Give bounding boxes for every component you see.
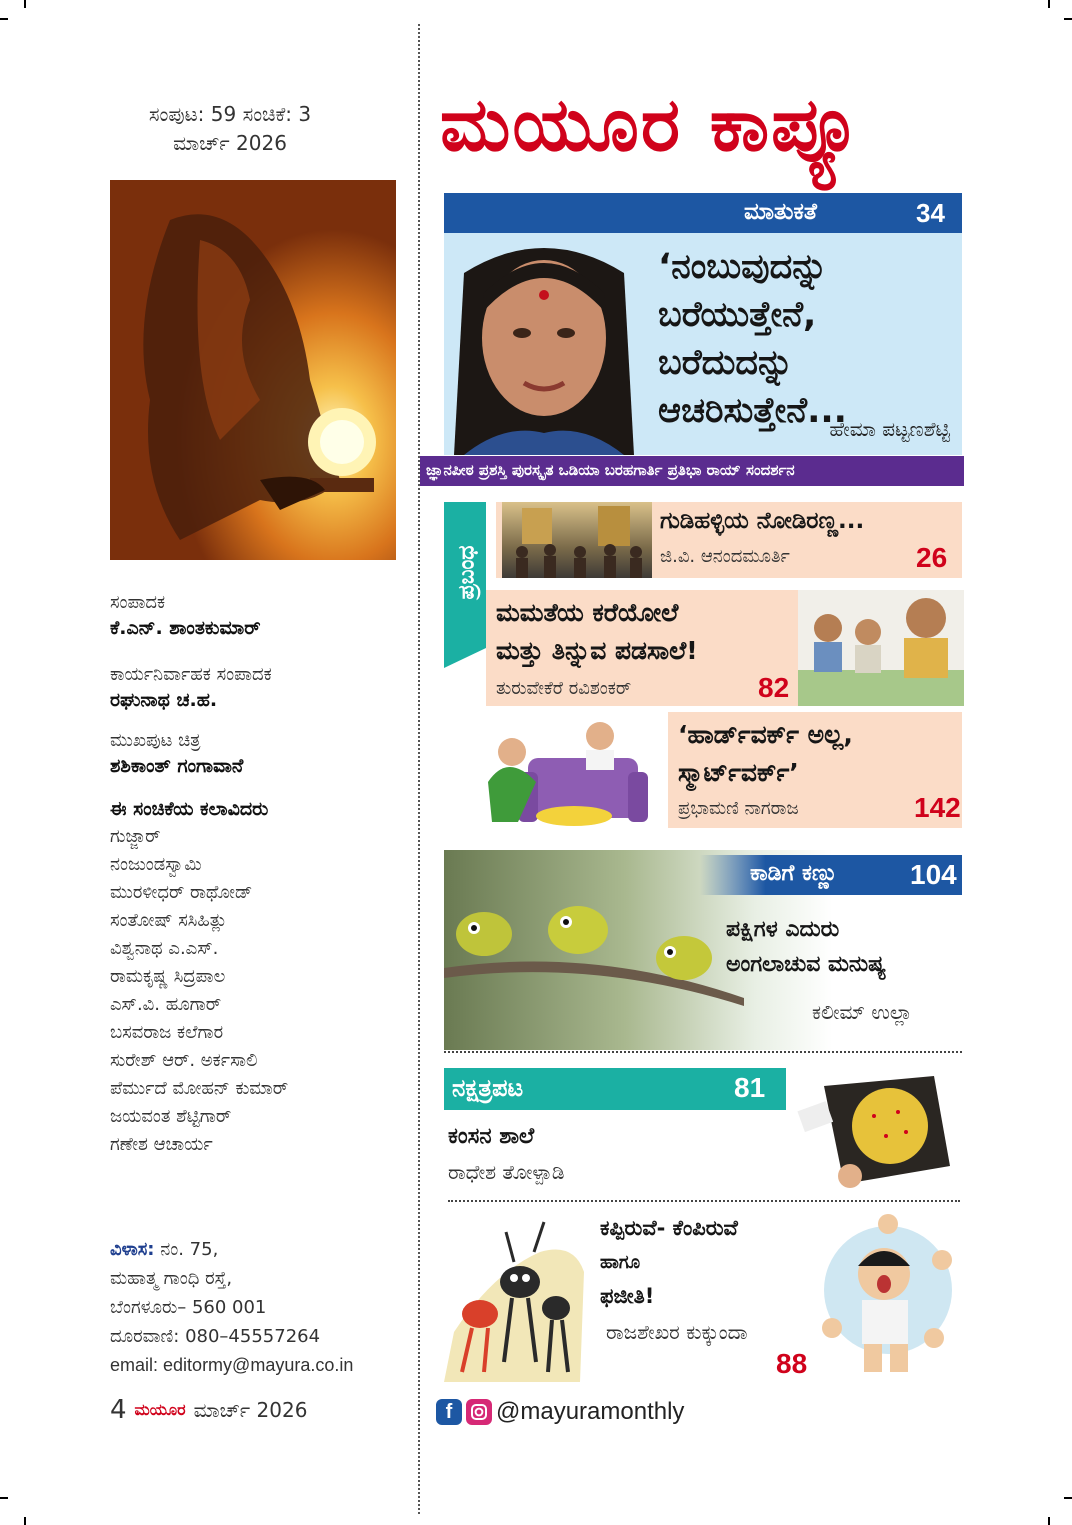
story-card-3[interactable] [668, 712, 962, 828]
nakshatra-section: ನಕ್ಷತ್ರಪಟ [452, 1074, 524, 1102]
credits [110, 590, 410, 1159]
essay-tab-label: ಪ್ರಬಂಧ [454, 545, 480, 600]
mini-logo: ಮಯೂರ [134, 1400, 186, 1419]
birds-title-line: ಅಂಗಲಾಚುವ ಮನುಷ್ಯ [726, 952, 887, 977]
artist-name: ಎಸ್.ವಿ. ಹೂಗಾರ್ [110, 994, 222, 1015]
ants-page-number: 88 [776, 1348, 808, 1379]
birds-author: ಕಲೀಮ್ ಉಲ್ಲಾ [812, 1000, 913, 1024]
editor-label: ಸಂಪಾದಕ [110, 592, 166, 613]
artist-name: ಗುಜ್ಜಾರ್ [110, 826, 161, 847]
address-line3: ಬೆಂಗಳೂರು– 560 001 [110, 1297, 267, 1318]
artist-name: ನಂಜುಂಡಸ್ವಾಮಿ [110, 854, 202, 875]
ants-cartoon [444, 1212, 590, 1382]
cover-painting [110, 180, 396, 560]
boy-cartoon [812, 1210, 962, 1378]
story-title: ಗುಡಿಹಳ್ಳಿಯ ನೋಡಿರಣ್ಣ... [660, 508, 865, 534]
temple-crowd-illustration [502, 502, 652, 578]
folio-date: ಮಾರ್ಚ್ 2026 [193, 1398, 308, 1422]
crop-mark [1048, 0, 1050, 8]
story-author: ತುರುವೇಕೆರೆ ರವಿಶಂಕರ್ [496, 678, 632, 699]
cover-artist-name: ಶಶಿಕಾಂತ್ ಗಂಗಾವಾನೆ [110, 755, 244, 777]
feature-strip: ಜ್ಞಾನಪೀಠ ಪ್ರಶಸ್ತಿ ಪುರಸ್ಕೃತ ಒಡಿಯಾ ಬರಹಗಾರ್ತಿ ಪ್ರತಿಭಾ ರಾಯ್ ಸಂದರ್ಶನ [420, 456, 964, 486]
folio [110, 1395, 307, 1425]
artist-name: ವಿಶ್ವನಾಥ ಎ.ಎಸ್. [110, 938, 219, 959]
artists-label: ಈ ಸಂಚಿಕೆಯ ಕಲಾವಿದರು [110, 798, 269, 820]
nakshatra-bar [444, 1068, 786, 1110]
masthead-logo: ಮಯೂರ ಕಾಪ್ಯೂ [440, 82, 864, 168]
birds-article-title[interactable] [726, 912, 886, 982]
crop-mark [1048, 1517, 1050, 1525]
artist-name: ಸುರೇಶ್ ಆರ್. ಅರ್ಕಸಾಲಿ [110, 1050, 258, 1071]
artist-name: ಸಂತೋಷ್ ಸಸಿಹಿತ್ಲು [110, 910, 228, 931]
quote-line: ‘ನಂಬುವುದನ್ನು [658, 247, 828, 287]
artist-name: ಗಣೇಶ ಆಚಾರ್ಯ [110, 1134, 213, 1155]
cover-art-label: ಮುಖಪುಟ ಚಿತ್ರ [110, 730, 201, 751]
feast-cartoon [798, 590, 964, 706]
crop-mark [0, 18, 8, 20]
feature-author: ಹೇಮಾ ಪಟ್ಟಣಶೆಟ್ಟಿ [829, 417, 950, 441]
sofa-cartoon [478, 712, 668, 830]
volume-issue: ಸಂಪುಟ: 59 ಸಂಚಿಕೆ: 3 [148, 102, 312, 126]
crop-mark [0, 1497, 8, 1499]
address-line2: ಮಹಾತ್ಮ ಗಾಂಧಿ ರಸ್ತೆ, [110, 1268, 233, 1289]
artist-name: ಜಯವಂತ ಶೆಟ್ಟಿಗಾರ್ [110, 1106, 232, 1127]
crop-mark [1064, 1497, 1072, 1499]
quote-line: ಬರೆದುದನ್ನು [658, 343, 794, 383]
artist-name: ಮುರಳೀಧರ್ ರಾಥೋಡ್ [110, 882, 253, 903]
social-links [436, 1398, 684, 1426]
birds-page-number: 104 [910, 859, 957, 890]
story-author: ಪ್ರಭಾಮಣಿ ನಾಗರಾಜ [678, 798, 799, 819]
column-divider [418, 24, 420, 1514]
feature-interview[interactable] [444, 193, 962, 455]
phone: ದೂರವಾಣಿ: 080–45557264 [110, 1326, 321, 1347]
artist-name: ಬಸವರಾಜ ಕಲೆಗಾರ [110, 1022, 224, 1043]
dotted-rule [444, 1051, 962, 1053]
feature-quote [658, 243, 847, 435]
artist-name: ಪೆರ್ಮುದೆ ಮೋಹನ್ ಕುಮಾರ್ [110, 1078, 289, 1099]
address-label: ವಿಳಾಸ: [110, 1239, 155, 1260]
address-line1: ನಂ. 75, [160, 1239, 219, 1260]
nakshatra-author: ರಾಧೇಶ ತೋಳ್ಪಾಡಿ [448, 1160, 565, 1184]
email-link[interactable]: editormy@mayura.co.in [163, 1355, 354, 1375]
story-title-line: ಸ್ಮಾರ್ಟ್‌ವರ್ಕ್’ [678, 758, 799, 787]
crop-mark [24, 0, 26, 8]
email-label: email: [110, 1355, 159, 1375]
story-card-2[interactable] [486, 590, 798, 706]
birds-title-line: ಪಕ್ಷಿಗಳ ಎದುರು [726, 917, 840, 942]
crop-mark [1064, 18, 1072, 20]
feature-page-number: 34 [916, 198, 945, 228]
quote-line: ಬರೆಯುತ್ತೇನೆ, [658, 295, 817, 335]
artist-name: ರಾಮಕೃಷ್ಣ ಸಿದ್ರಪಾಲ [110, 966, 226, 987]
story-page-number: 142 [914, 792, 961, 823]
author-portrait [444, 233, 644, 455]
story-title-line: ಮತ್ತು ತಿನ್ನುವ ಪಡಸಾಲೆ! [496, 636, 698, 665]
birds-section: ಕಾಡಿಗೆ ಕಣ್ಣು [750, 861, 838, 886]
ants-title-2: ಹಾಗೂ [600, 1252, 641, 1273]
birds-section-bar [700, 855, 962, 895]
instagram-icon[interactable] [466, 1399, 492, 1425]
artists-list [110, 823, 410, 1159]
crop-mark [24, 1517, 26, 1525]
essay-tab [444, 502, 486, 648]
ants-title-3: ಫಜೀತಿ! [600, 1284, 655, 1308]
story-title [496, 594, 698, 670]
nakshatra-title[interactable]: ಕಂಸನ ಶಾಲೆ [448, 1124, 535, 1149]
story-title-line: ಮಮತೆಯ ಕರೆಯೋಲೆ [496, 598, 679, 627]
social-handle[interactable]: @mayuramonthly [496, 1398, 685, 1425]
issue-date: ಮಾರ್ಚ್ 2026 [173, 131, 287, 155]
page-number: 4 [110, 1395, 127, 1425]
story-title-line: ‘ಹಾರ್ಡ್‌ವರ್ಕ್ ಅಲ್ಲ, [678, 720, 853, 749]
ants-title[interactable]: ಕಪ್ಪಿರುವೆ- ಕೆಂಪಿರುವೆ [600, 1216, 738, 1240]
story-card-1[interactable] [496, 502, 962, 578]
feature-header [444, 193, 962, 233]
classroom-cartoon [794, 1066, 960, 1192]
facebook-icon[interactable]: f [436, 1399, 462, 1425]
dotted-rule [448, 1200, 960, 1202]
story-title [678, 716, 853, 792]
story-page-number: 26 [916, 542, 948, 573]
issue-info [110, 100, 350, 158]
nakshatra-page-number: 81 [734, 1072, 766, 1103]
feature-section: ಮಾತುಕತೆ [744, 199, 817, 225]
ants-author: ರಾಜಶೇಖರ ಕುಕ್ಕುಂದಾ [606, 1320, 748, 1344]
exec-editor-name: ರಘುನಾಥ ಚ.ಹ. [110, 689, 218, 711]
story-author: ಜಿ.ವಿ. ಆನಂದಮೂರ್ತಿ [660, 546, 790, 567]
quote-line: ಆಚರಿಸುತ್ತೇನೆ... [658, 391, 847, 431]
exec-editor-label: ಕಾರ್ಯನಿರ್ವಾಹಕ ಸಂಪಾದಕ [110, 664, 272, 685]
editor-name: ಕೆ.ಎನ್. ಶಾಂತಕುಮಾರ್ [110, 617, 261, 639]
story-page-number: 82 [758, 672, 790, 703]
address-block [110, 1235, 410, 1380]
